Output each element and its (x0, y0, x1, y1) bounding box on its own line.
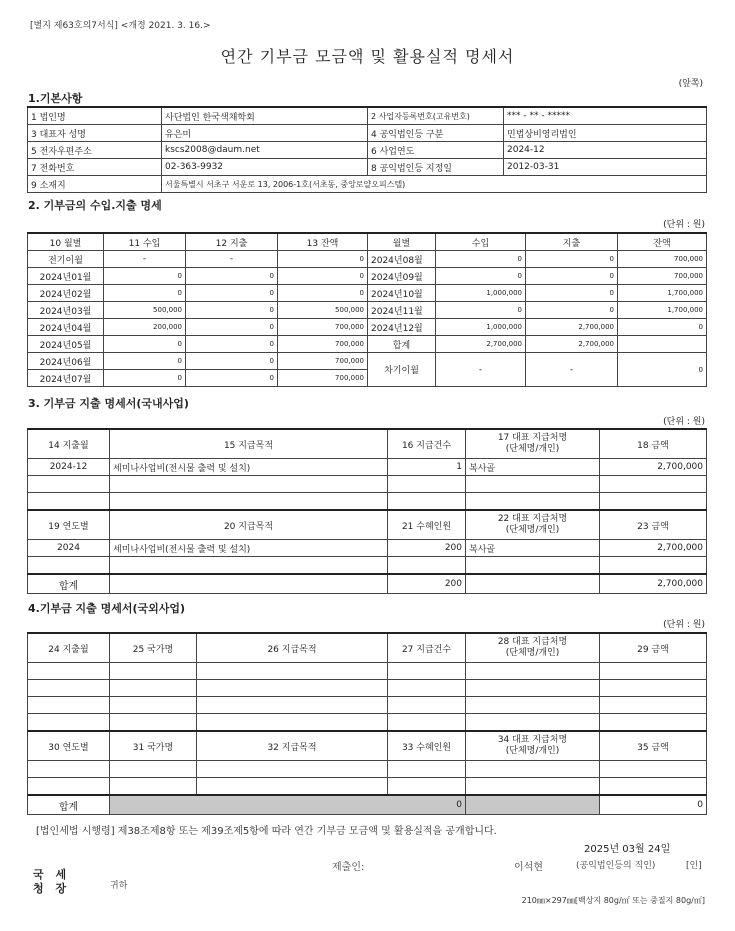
cell: 0 (186, 285, 278, 302)
cell: - (526, 353, 618, 387)
legal-notice: [법인세법 시행령] 제38조제8항 또는 제39조제5항에 따라 연간 기부금 모금액 및 활용실적을 공개합니다. (36, 826, 497, 837)
cell: 2024-12 (28, 459, 110, 476)
cell: 700,000 (278, 370, 368, 387)
column-header: 31 국가명 (110, 731, 197, 761)
column-header: 19 연도별 (28, 510, 110, 540)
cell: 복사골 (466, 459, 600, 476)
cell: 0 (526, 285, 618, 302)
cell: 700,000 (278, 319, 368, 336)
cell: 2024 (28, 540, 110, 557)
table-row (28, 663, 707, 680)
table-row (28, 680, 707, 697)
cell: - (186, 251, 278, 268)
cell: 1,000,000 (436, 285, 526, 302)
unit-label: (단위 : 원) (663, 417, 705, 427)
field-label: 2 사업자등록번호(고유번호) (368, 107, 504, 125)
table-row (28, 142, 707, 159)
column-header: 25 국가명 (110, 633, 197, 663)
cell: 2024년11월 (368, 302, 436, 319)
submission-date: 2025년 03월 24일 (584, 844, 671, 855)
income-expense-table (27, 232, 707, 387)
field-label: 1 법인명 (28, 107, 162, 125)
field-label: 3 대표자 성명 (28, 125, 162, 142)
cell: 0 (618, 319, 707, 336)
submitter-name: 이석현 (514, 862, 543, 873)
page-side-label: (앞쪽) (678, 79, 703, 89)
cell: 2024년06월 (28, 353, 104, 370)
cell: 500,000 (278, 302, 368, 319)
paper-spec: 210㎜×297㎜[백상지 80g/㎡ 또는 중질지 80g/㎡] (521, 896, 705, 905)
cell: 2,700,000 (600, 540, 707, 557)
cell: 2024년01월 (28, 268, 104, 285)
table-row (28, 761, 707, 778)
section-foreign-title: 4.기부금 지출 명세서(국외사업) (28, 602, 186, 615)
column-header: 27 지급건수 (388, 633, 466, 663)
column-header: 34 대표 지급처명 (단체명/개인) (466, 731, 600, 761)
cell: 2024년09월 (368, 268, 436, 285)
cell: 차기이월 (368, 353, 436, 387)
cell (110, 574, 388, 594)
cell: 200 (388, 574, 466, 594)
field-value: 민법상비영리법인 (504, 125, 707, 142)
field-label: 9 소재지 (28, 176, 162, 193)
cell: 2024년12월 (368, 319, 436, 336)
cell: 0 (436, 302, 526, 319)
table-row (28, 159, 707, 176)
cell: 500,000 (104, 302, 186, 319)
field-label: 7 전화번호 (28, 159, 162, 176)
section-domestic-title: 3. 기부금 지출 명세서(국내사업) (28, 397, 189, 410)
table-total-row (28, 574, 707, 594)
page-title: 연간 기부금 모금액 및 활용실적 명세서 (220, 47, 515, 66)
cell: 0 (618, 353, 707, 387)
table-row (28, 285, 707, 302)
column-header: 35 금액 (600, 731, 707, 761)
cell: 0 (186, 302, 278, 319)
cell: 1,700,000 (618, 285, 707, 302)
cell: 0 (186, 370, 278, 387)
column-header: 수입 (436, 233, 526, 251)
cell: 0 (526, 251, 618, 268)
cell: 0 (104, 268, 186, 285)
cell: 0 (436, 251, 526, 268)
cell: 0 (186, 268, 278, 285)
table-row (28, 125, 707, 142)
submitter-label: 제출인: (332, 862, 365, 873)
table-row (28, 268, 707, 285)
cell: 700,000 (278, 353, 368, 370)
total-label: 합계 (28, 574, 110, 594)
table-total-row (28, 795, 707, 815)
cell: 200 (388, 540, 466, 557)
field-value: *** - ** - ***** (504, 107, 707, 125)
cell: 0 (278, 268, 368, 285)
field-value: kscs2008@daum.net (162, 142, 368, 159)
field-value: 2024-12 (504, 142, 707, 159)
cell: 2,700,000 (600, 459, 707, 476)
cell: 2024년07월 (28, 370, 104, 387)
honorific: 귀하 (110, 881, 128, 891)
cell: 200,000 (104, 319, 186, 336)
column-header: 23 금액 (600, 510, 707, 540)
cell: 1 (388, 459, 466, 476)
cell: 0 (104, 370, 186, 387)
cell: 합계 (368, 336, 436, 353)
column-header: 26 지급목적 (197, 633, 388, 663)
table-row (28, 540, 707, 557)
table-row (28, 176, 707, 193)
cell: 0 (110, 795, 466, 815)
cell: 2024년02월 (28, 285, 104, 302)
unit-label: (단위 : 원) (663, 220, 705, 230)
column-header: 15 지급목적 (110, 429, 388, 459)
cell: 2024년03월 (28, 302, 104, 319)
table-header-row (28, 731, 707, 761)
column-header: 17 대표 지급처명 (단체명/개인) (466, 429, 600, 459)
field-label: 5 전자우편주소 (28, 142, 162, 159)
table-row (28, 697, 707, 714)
cell: 전기이월 (28, 251, 104, 268)
basic-info-table (27, 106, 707, 193)
table-row (28, 476, 707, 493)
column-header: 22 대표 지급처명 (단체명/개인) (466, 510, 600, 540)
field-value: 02-363-9932 (162, 159, 368, 176)
field-value: 2012-03-31 (504, 159, 707, 176)
table-row (28, 493, 707, 511)
table-row (28, 353, 707, 370)
column-header: 24 지출월 (28, 633, 110, 663)
cell: 세미나사업비(전시물 출력 및 설치) (110, 459, 388, 476)
domestic-expense-table (27, 428, 707, 594)
submitter-role: (공익법인등의 직인) (576, 861, 656, 871)
column-header: 28 대표 지급처명 (단체명/개인) (466, 633, 600, 663)
field-label: 4 공익법인등 구분 (368, 125, 504, 142)
field-label: 8 공익법인등 지정일 (368, 159, 504, 176)
section-income-title: 2. 기부금의 수입.지출 명세 (28, 199, 162, 212)
column-header: 30 연도별 (28, 731, 110, 761)
column-header: 21 수혜인원 (388, 510, 466, 540)
field-label: 6 사업연도 (368, 142, 504, 159)
cell: 0 (278, 285, 368, 302)
table-row (28, 714, 707, 732)
cell: 0 (600, 795, 707, 815)
table-header-row (28, 633, 707, 663)
field-value: 사단법인 한국색채학회 (162, 107, 368, 125)
column-header: 14 지출월 (28, 429, 110, 459)
table-row (28, 459, 707, 476)
cell: - (436, 353, 526, 387)
cell: 0 (186, 353, 278, 370)
column-header: 18 금액 (600, 429, 707, 459)
table-row (28, 319, 707, 336)
cell: 0 (278, 251, 368, 268)
cell (466, 574, 600, 594)
field-value: 유은미 (162, 125, 368, 142)
cell: 700,000 (278, 336, 368, 353)
column-header: 지출 (526, 233, 618, 251)
table-row (28, 778, 707, 796)
cell: - (104, 251, 186, 268)
form-id: [별지 제63호의7서식] <개정 2021. 3. 16.> (30, 21, 211, 31)
cell: 2,700,000 (526, 319, 618, 336)
column-header: 16 지급건수 (388, 429, 466, 459)
table-header-row (28, 510, 707, 540)
column-header: 29 금액 (600, 633, 707, 663)
cell: 복사골 (466, 540, 600, 557)
column-header: 11 수입 (104, 233, 186, 251)
column-header: 33 수혜인원 (388, 731, 466, 761)
table-header-row (28, 233, 707, 251)
table-header-row (28, 429, 707, 459)
cell: 2,700,000 (526, 336, 618, 353)
table-row (28, 107, 707, 125)
cell: 0 (104, 336, 186, 353)
cell (466, 795, 600, 815)
table-row (28, 251, 707, 268)
cell: 700,000 (618, 268, 707, 285)
column-header: 13 잔액 (278, 233, 368, 251)
cell: 0 (526, 302, 618, 319)
table-row (28, 302, 707, 319)
column-header: 20 지급목적 (110, 510, 388, 540)
cell: 700,000 (618, 251, 707, 268)
cell: 1,000,000 (436, 319, 526, 336)
foreign-expense-table (27, 632, 707, 815)
unit-label: (단위 : 원) (663, 620, 705, 630)
cell: 0 (186, 336, 278, 353)
cell: 2,700,000 (436, 336, 526, 353)
seal-label: [인] (686, 861, 702, 871)
cell: 0 (104, 285, 186, 302)
cell: 0 (436, 268, 526, 285)
cell: 1,700,000 (618, 302, 707, 319)
total-label: 합계 (28, 795, 110, 815)
cell: 2024년04월 (28, 319, 104, 336)
table-row (28, 557, 707, 575)
cell: 2024년08월 (368, 251, 436, 268)
table-row (28, 336, 707, 353)
cell: 세미나사업비(전시물 출력 및 설치) (110, 540, 388, 557)
section-basic-title: 1.기본사항 (28, 92, 83, 105)
column-header: 월별 (368, 233, 436, 251)
cell: 2024년10월 (368, 285, 436, 302)
cell: 2,700,000 (600, 574, 707, 594)
cell: 0 (526, 268, 618, 285)
address-value: 서울특별시 서초구 서운로 13, 2006-1호(서초동, 중앙로얄오피스텔) (162, 176, 707, 193)
recipient-tax-office: 국 세 청 장 (33, 868, 71, 895)
column-header: 10 월별 (28, 233, 104, 251)
cell: 0 (186, 319, 278, 336)
cell: 2024년05월 (28, 336, 104, 353)
column-header: 잔액 (618, 233, 707, 251)
column-header: 12 지출 (186, 233, 278, 251)
column-header: 32 지급목적 (197, 731, 388, 761)
cell (618, 336, 707, 353)
cell: 0 (104, 353, 186, 370)
